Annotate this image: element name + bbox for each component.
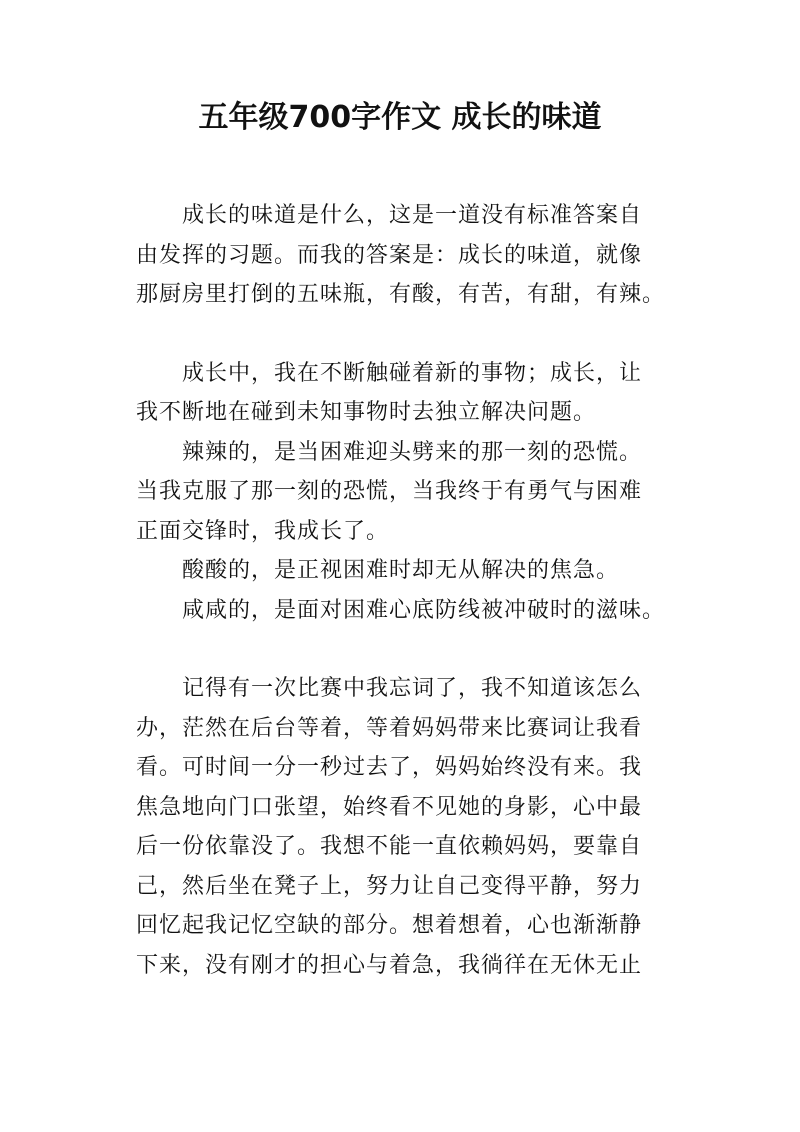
paragraph-4 xyxy=(136,551,676,591)
text-line: 由发挥的习题。而我的答案是：成长的味道，就像 xyxy=(136,242,643,268)
text-line: 咸咸的，是面对困难心底防线被冲破时的滋味。 xyxy=(182,597,666,623)
text-line: 记得有一次比赛中我忘词了，我不知道该怎么 xyxy=(182,676,643,701)
document-title: 五年级700字作文 成长的味道 xyxy=(198,100,602,135)
text-line: 办，茫然在后台等着，等着妈妈带来比赛词让我看 xyxy=(136,715,643,741)
text-line: 焦急地向门口张望，始终看不见她的身影，心中最 xyxy=(136,794,643,820)
text-line: 那厨房里打倒的五味瓶，有酸，有苦，有甜，有辣。 xyxy=(136,282,666,307)
text-line: 下来，没有刚才的担心与着急，我徜徉在无休无止 xyxy=(136,952,643,978)
paragraph-6 xyxy=(136,669,676,985)
text-line: 后一份依靠没了。我想不能一直依赖妈妈，要靠自 xyxy=(136,834,643,859)
paragraph-gap xyxy=(136,630,676,669)
text-line: 当我克服了那一刻的恐慌，当我终于有勇气与困难 xyxy=(136,479,643,504)
paragraph-1 xyxy=(136,196,676,315)
paragraph-gap xyxy=(136,315,676,354)
paragraph-5 xyxy=(136,591,676,631)
paragraph-2 xyxy=(136,354,676,433)
text-line: 我不断地在碰到未知事物时去独立解决问题。 xyxy=(136,400,597,425)
text-line: 回忆起我记忆空缺的部分。想着想着，心也渐渐静 xyxy=(136,913,643,938)
text-line: 酸酸的，是正视困难时却无从解决的焦急。 xyxy=(182,558,620,583)
text-line: 己，然后坐在凳子上，努力让自己变得平静，努力 xyxy=(136,873,643,899)
text-line: 成长中，我在不断触碰着新的事物；成长，让 xyxy=(182,360,643,386)
document-body xyxy=(136,196,676,985)
text-line: 看。可时间一分一秒过去了，妈妈始终没有来。我 xyxy=(136,755,643,780)
text-line: 正面交锋时，我成长了。 xyxy=(136,518,390,544)
text-line: 成长的味道是什么，这是一道没有标准答案自 xyxy=(182,203,643,228)
text-line: 辣辣的，是当困难迎头劈来的那一刻的恐慌。 xyxy=(182,439,643,465)
paragraph-3 xyxy=(136,433,676,552)
